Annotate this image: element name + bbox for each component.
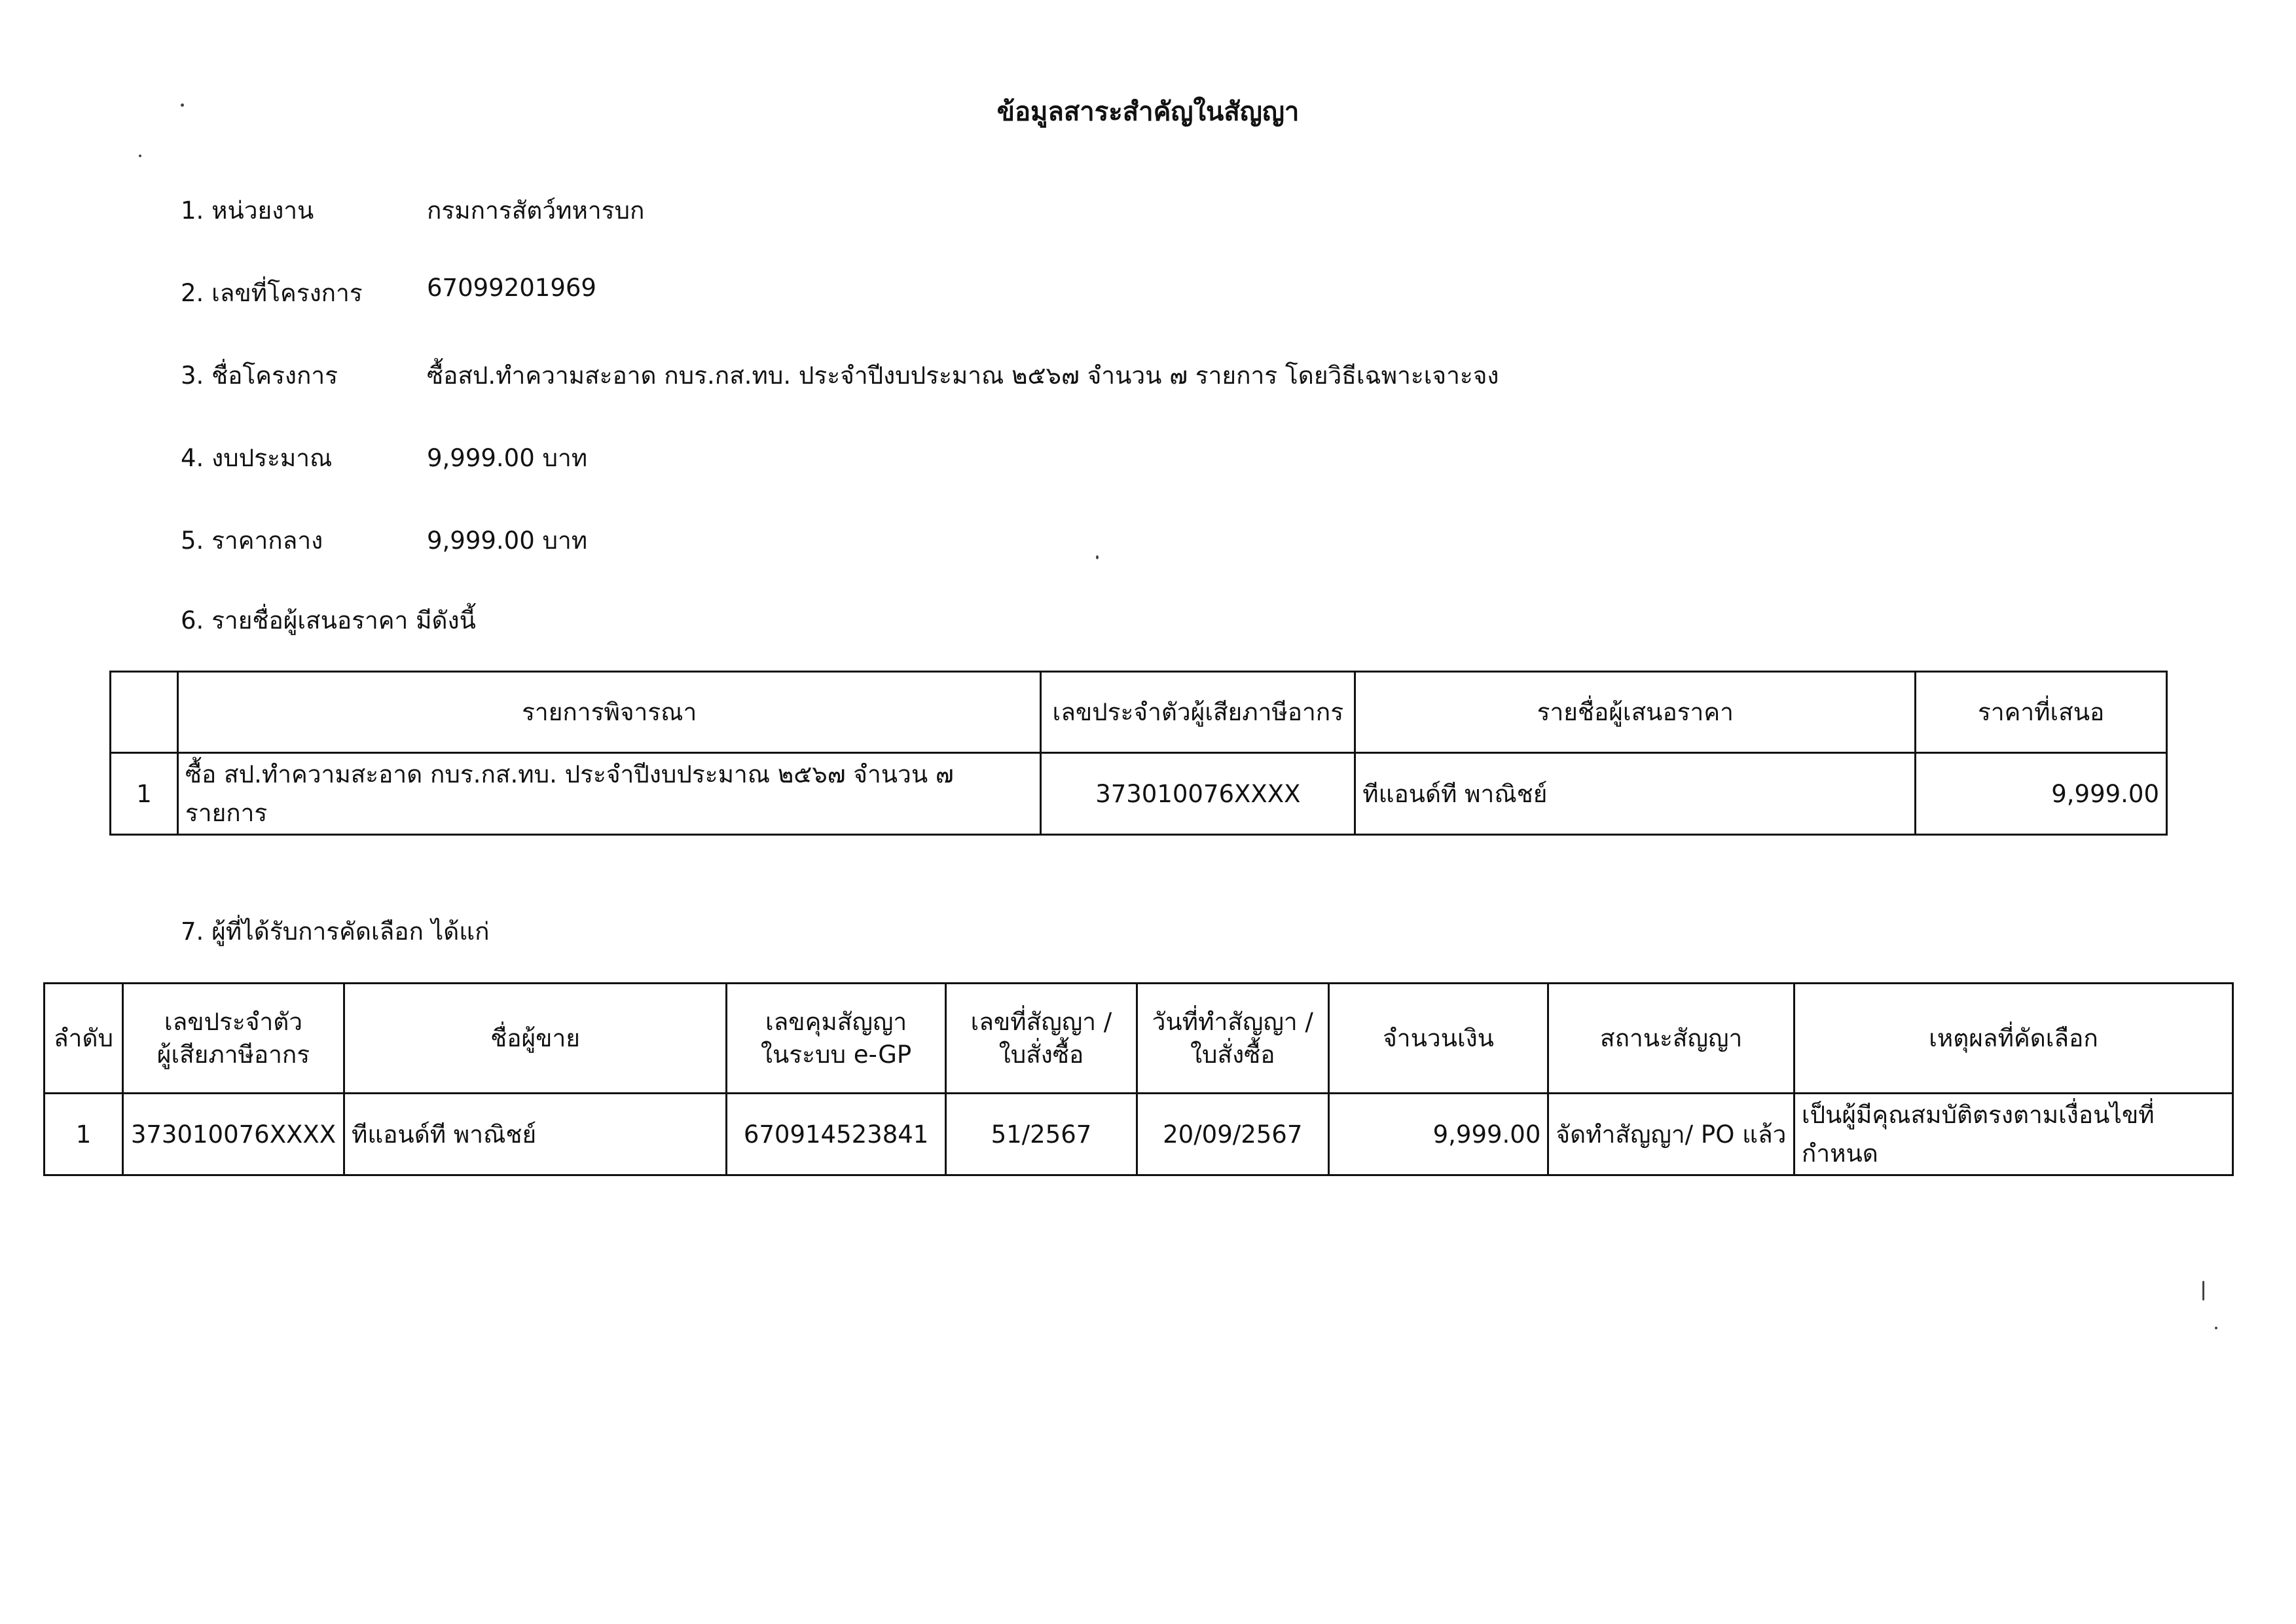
winners-table xyxy=(43,982,2234,1176)
field-value: 67099201969 xyxy=(427,274,596,302)
tax-id-cell: 373010076XXXX xyxy=(122,1094,344,1175)
column-header-reason xyxy=(1794,984,2232,1094)
scan-speck xyxy=(2215,1327,2217,1329)
header-line: วันที่ทำสัญญา / xyxy=(1152,1007,1313,1036)
field-value: กรมการสัตว์ทหารบก xyxy=(427,196,645,225)
row-number: 1 xyxy=(111,753,178,835)
egp-number-cell: 670914523841 xyxy=(727,1094,946,1175)
header-line: สถานะสัญญา xyxy=(1599,1024,1743,1052)
column-header-tax-id xyxy=(122,984,344,1094)
scan-speck xyxy=(2202,1281,2204,1301)
field-label: 4. งบประมาณ xyxy=(181,444,333,472)
header-line: ใบสั่งซื้อ xyxy=(998,1040,1084,1069)
header-line: ชื่อผู้ขาย xyxy=(490,1024,580,1052)
price-cell: 9,999.00 xyxy=(1916,753,2167,835)
table-header-row xyxy=(111,672,2167,753)
column-header-contract-no xyxy=(946,984,1137,1094)
header-line: เหตุผลที่คัดเลือก xyxy=(1929,1024,2098,1052)
contract-number-cell: 51/2567 xyxy=(946,1094,1137,1175)
column-header: ราคาที่เสนอ xyxy=(1916,672,2167,753)
column-header: รายชื่อผู้เสนอราคา xyxy=(1355,672,1916,753)
tax-id-cell: 373010076XXXX xyxy=(1041,753,1355,835)
column-header-egp xyxy=(727,984,946,1094)
scan-speck xyxy=(139,155,141,157)
field-value: 9,999.00 บาท xyxy=(427,526,588,555)
bidders-table xyxy=(109,671,2168,836)
column-header-contract-date xyxy=(1137,984,1328,1094)
amount-cell: 9,999.00 xyxy=(1328,1094,1548,1175)
table-header-row xyxy=(45,984,2233,1094)
bidder-cell: ทีแอนด์ที พาณิชย์ xyxy=(1355,753,1916,835)
item-cell: ซื้อ สป.ทำความสะอาด กบร.กส.ทบ. ประจำปีงบประมาณ ๒๕๖๗ จำนวน ๗ รายการ xyxy=(177,753,1041,835)
status-cell: จัดทำสัญญา/ PO แล้ว xyxy=(1548,1094,1795,1175)
header-line: จำนวนเงิน xyxy=(1383,1024,1494,1052)
field-label: 2. เลขที่โครงการ xyxy=(181,279,363,307)
table-row xyxy=(45,1094,2233,1175)
scan-speck xyxy=(1096,555,1099,559)
table-row xyxy=(111,753,2167,835)
column-header-amount xyxy=(1328,984,1548,1094)
bidders-heading: 6. รายชื่อผู้เสนอราคา มีดังนี้ xyxy=(181,606,476,635)
column-header: รายการพิจารณา xyxy=(177,672,1041,753)
header-line: ใบสั่งซื้อ xyxy=(1190,1040,1275,1069)
scan-speck xyxy=(181,103,184,107)
header-line: ลำดับ xyxy=(54,1024,113,1052)
document-title: ข้อมูลสาระสำคัญในสัญญา xyxy=(996,97,1300,127)
column-header-sequence xyxy=(45,984,123,1094)
column-header: เลขประจำตัวผู้เสียภาษีอากร xyxy=(1041,672,1355,753)
header-line: เลขที่สัญญา / xyxy=(970,1007,1112,1036)
contract-date-cell: 20/09/2567 xyxy=(1137,1094,1328,1175)
field-value: 9,999.00 บาท xyxy=(427,444,588,472)
row-number: 1 xyxy=(45,1094,123,1175)
reason-cell: เป็นผู้มีคุณสมบัติตรงตามเงื่อนไขที่กำหนด xyxy=(1794,1094,2232,1175)
column-header xyxy=(111,672,178,753)
seller-cell: ทีแอนด์ที พาณิชย์ xyxy=(344,1094,726,1175)
field-label: 3. ชื่อโครงการ xyxy=(181,361,338,390)
field-label: 5. ราคากลาง xyxy=(181,526,323,555)
column-header-seller xyxy=(344,984,726,1094)
field-label: 1. หน่วยงาน xyxy=(181,196,314,225)
header-line: เลขคุมสัญญา xyxy=(765,1007,907,1036)
header-line: ผู้เสียภาษีอากร xyxy=(156,1040,310,1069)
header-line: เลขประจำตัว xyxy=(164,1007,303,1036)
field-value: ซื้อสป.ทำความสะอาด กบร.กส.ทบ. ประจำปีงบประมาณ ๒๕๖๗ จำนวน ๗ รายการ โดยวิธีเฉพาะเจาะจง xyxy=(427,361,1499,390)
winners-heading: 7. ผู้ที่ได้รับการคัดเลือก ได้แก่ xyxy=(181,917,490,946)
column-header-status xyxy=(1548,984,1795,1094)
header-line: ในระบบ e-GP xyxy=(760,1040,912,1069)
